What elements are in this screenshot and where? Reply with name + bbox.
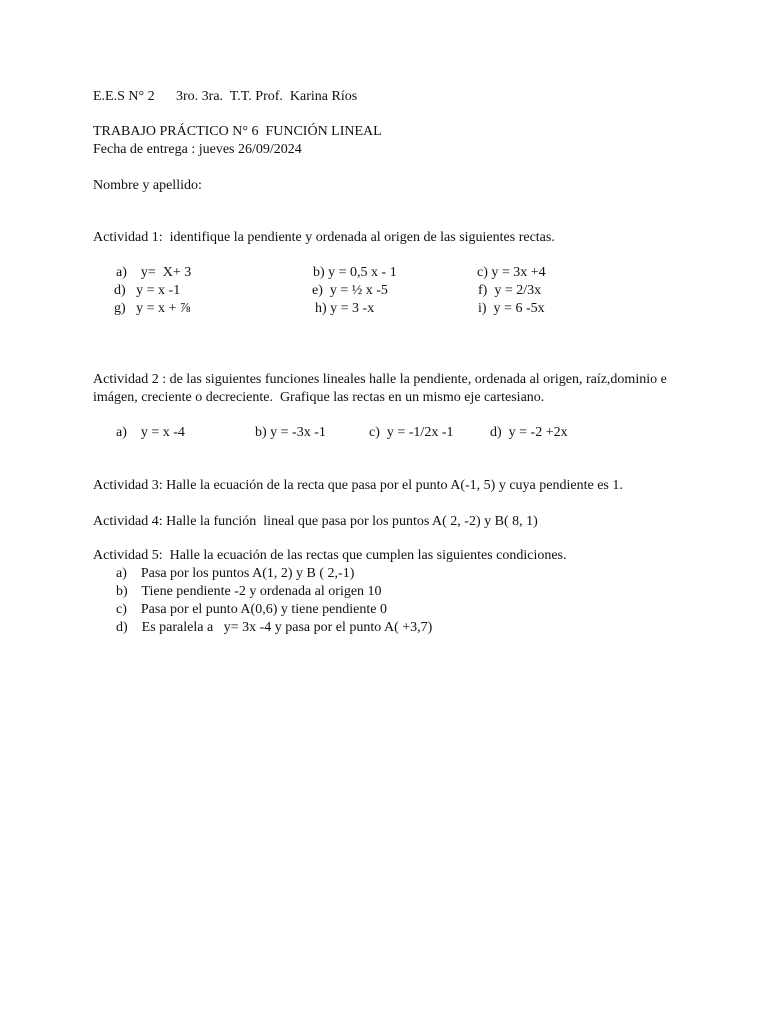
activity1-item-h: h) y = 3 -x (315, 301, 375, 316)
activity2-item-c: c) y = -1/2x -1 (369, 425, 454, 440)
activity5-item-b: b) Tiene pendiente -2 y ordenada al origen 10 (116, 584, 382, 599)
activity5-prompt: Actividad 5: Halle la ecuación de las rectas que cumplen las siguientes condiciones. (93, 548, 567, 563)
activity1-item-b: b) y = 0,5 x - 1 (313, 265, 397, 280)
activity1-prompt: Actividad 1: identifique la pendiente y ordenada al origen de las siguientes rectas. (93, 230, 555, 245)
activity1-item-a: a) y= X+ 3 (116, 265, 192, 280)
activity5-item-c: c) Pasa por el punto A(0,6) y tiene pendiente 0 (116, 602, 387, 617)
activity2-item-a: a) y = x -4 (116, 425, 185, 440)
activity1-item-c: c) y = 3x +4 (477, 265, 546, 280)
activity4-prompt: Actividad 4: Halle la función lineal que pasa por los puntos A( 2, -2) y B( 8, 1) (93, 514, 538, 529)
activity2-prompt-line2: imágen, creciente o decreciente. Grafique las rectas en un mismo eje cartesiano. (93, 390, 545, 405)
activity1-item-g: g) y = x + ⅞ (114, 301, 191, 316)
activity2-item-d: d) y = -2 +2x (490, 425, 568, 440)
student-name-label: Nombre y apellido: (93, 178, 202, 193)
due-date: Fecha de entrega : jueves 26/09/2024 (93, 142, 302, 157)
activity1-item-i: i) y = 6 -5x (478, 301, 545, 316)
activity2-item-b: b) y = -3x -1 (255, 425, 326, 440)
activity2-prompt-line1: Actividad 2 : de las siguientes funciones lineales halle la pendiente, ordenada al origen, raíz,dominio e (93, 372, 667, 387)
worksheet-title: TRABAJO PRÁCTICO N° 6 FUNCIÓN LINEAL (93, 124, 382, 139)
activity3-prompt: Actividad 3: Halle la ecuación de la recta que pasa por el punto A(-1, 5) y cuya pendiente es 1. (93, 478, 623, 493)
activity5-item-d: d) Es paralela a y= 3x -4 y pasa por el punto A( +3,7) (116, 620, 433, 635)
activity5-item-a: a) Pasa por los puntos A(1, 2) y B ( 2,-1) (116, 566, 355, 581)
activity1-item-f: f) y = 2/3x (478, 283, 542, 298)
activity1-item-e: e) y = ½ x -5 (312, 283, 388, 298)
school-name: E.E.S N° 2 (93, 89, 155, 104)
course-teacher: 3ro. 3ra. T.T. Prof. Karina Ríos (176, 89, 358, 104)
activity1-item-d: d) y = x -1 (114, 283, 181, 298)
